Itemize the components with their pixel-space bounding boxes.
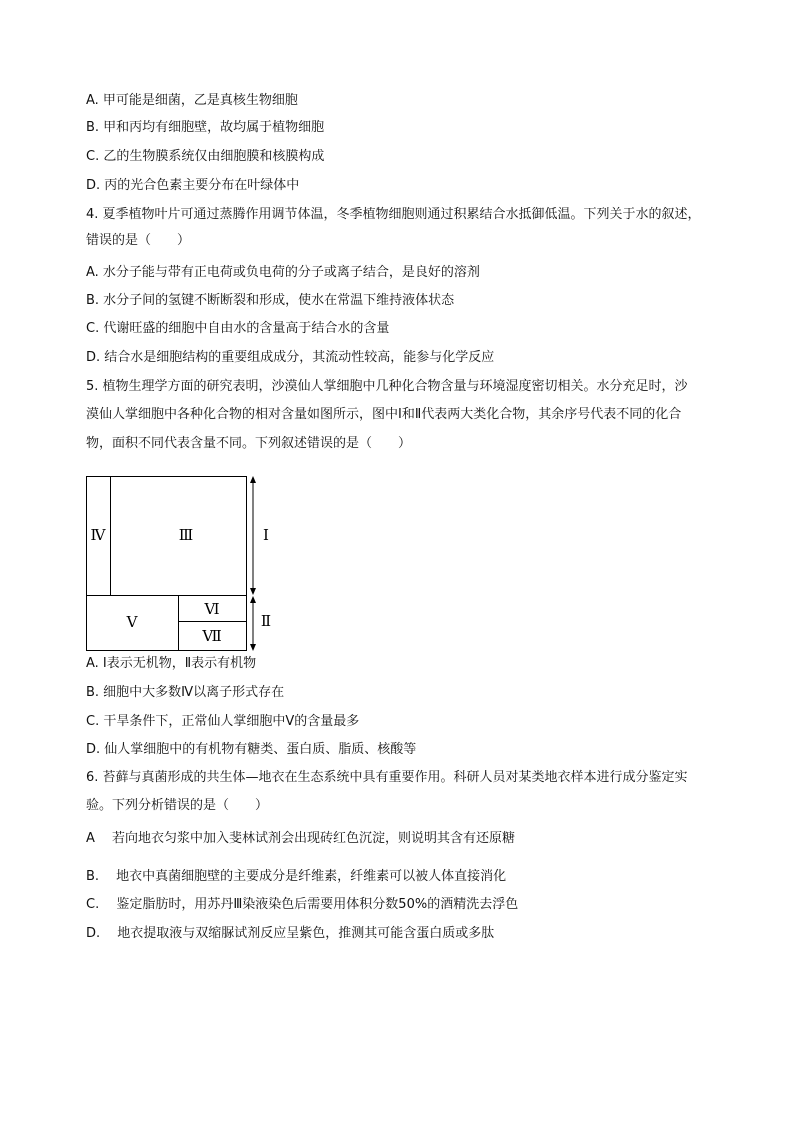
q6-option-c: C. 鉴定脂肪时，用苏丹Ⅲ染液染色后需要用体积分数50%的酒精洗去浮色 xyxy=(86,897,519,912)
q4-option-d: D. 结合水是细胞结构的重要组成成分，其流动性较高，能参与化学反应 xyxy=(86,350,495,365)
label-v: Ⅴ xyxy=(126,613,138,631)
q4-stem-line1: 4. 夏季植物叶片可通过蒸腾作用调节体温，冬季植物细胞则通过积累结合水抵御低温。下列关于水的叙述， xyxy=(86,207,701,222)
label-vi: Ⅵ xyxy=(204,600,220,618)
compound-diagram-svg xyxy=(86,474,276,654)
q5-stem-line3: 物，面积不同代表含量不同。下列叙述错误的是（ ） xyxy=(86,436,412,451)
bracket-i-arrow-down xyxy=(250,588,256,595)
q6-stem-line1: 6. 苔藓与真菌形成的共生体—地衣在生态系统中具有重要作用。科研人员对某类地衣样本进行成分鉴定实 xyxy=(86,770,688,785)
q3-option-d: D. 丙的光合色素主要分布在叶绿体中 xyxy=(86,178,300,193)
q3-option-c: C. 乙的生物膜系统仅由细胞膜和核膜构成 xyxy=(86,149,325,164)
q6-stem-line2: 验。下列分析错误的是（ ） xyxy=(86,798,269,813)
label-iv: Ⅳ xyxy=(90,526,106,544)
q5-stem-line2: 漠仙人掌细胞中各种化合物的相对含量如图所示，图中Ⅰ和Ⅱ代表两大类化合物，其余序号代表不同的化合 xyxy=(86,407,682,422)
q4-stem-line2: 错误的是（ ） xyxy=(86,233,191,248)
bracket-i-arrow-up xyxy=(250,476,256,483)
q3-option-b: B. 甲和丙均有细胞壁，故均属于植物细胞 xyxy=(86,120,325,135)
q5-option-a: A. Ⅰ表示无机物，Ⅱ表示有机物 xyxy=(86,656,257,671)
bracket-ii-arrow-down xyxy=(250,644,256,651)
q4-option-b: B. 水分子间的氢键不断断裂和形成，使水在常温下维持液体状态 xyxy=(86,293,455,308)
label-ii: Ⅱ xyxy=(260,612,272,630)
q5-option-b: B. 细胞中大多数Ⅳ以离子形式存在 xyxy=(86,685,285,700)
compound-content-diagram xyxy=(86,474,276,654)
q5-stem-line1: 5. 植物生理学方面的研究表明，沙漠仙人掌细胞中几种化合物含量与环境湿度密切相关。水分充足时，沙 xyxy=(86,379,688,394)
q4-option-a: A. 水分子能与带有正电荷或负电荷的分子或离子结合，是良好的溶剂 xyxy=(86,265,480,280)
q4-option-c: C. 代谢旺盛的细胞中自由水的含量高于结合水的含量 xyxy=(86,321,390,336)
q6-option-b: B. 地衣中真菌细胞壁的主要成分是纤维素，纤维素可以被人体直接消化 xyxy=(86,869,507,884)
q5-option-c: C. 干旱条件下，正常仙人掌细胞中Ⅴ的含量最多 xyxy=(86,714,360,729)
label-i: Ⅰ xyxy=(263,526,269,544)
q6-option-d: D. 地衣提取液与双缩脲试剂反应呈紫色，推测其可能含蛋白质或多肽 xyxy=(86,926,495,941)
label-iii: Ⅲ xyxy=(178,526,194,544)
q6-option-a: A 若向地衣匀浆中加入斐林试剂会出现砖红色沉淀，则说明其含有还原糖 xyxy=(86,831,516,846)
q5-option-d: D. 仙人掌细胞中的有机物有糖类、蛋白质、脂质、核酸等 xyxy=(86,742,417,757)
bracket-ii-arrow-up xyxy=(250,596,256,603)
label-vii: Ⅶ xyxy=(202,627,222,645)
q3-option-a: A. 甲可能是细菌，乙是真核生物细胞 xyxy=(86,93,298,108)
